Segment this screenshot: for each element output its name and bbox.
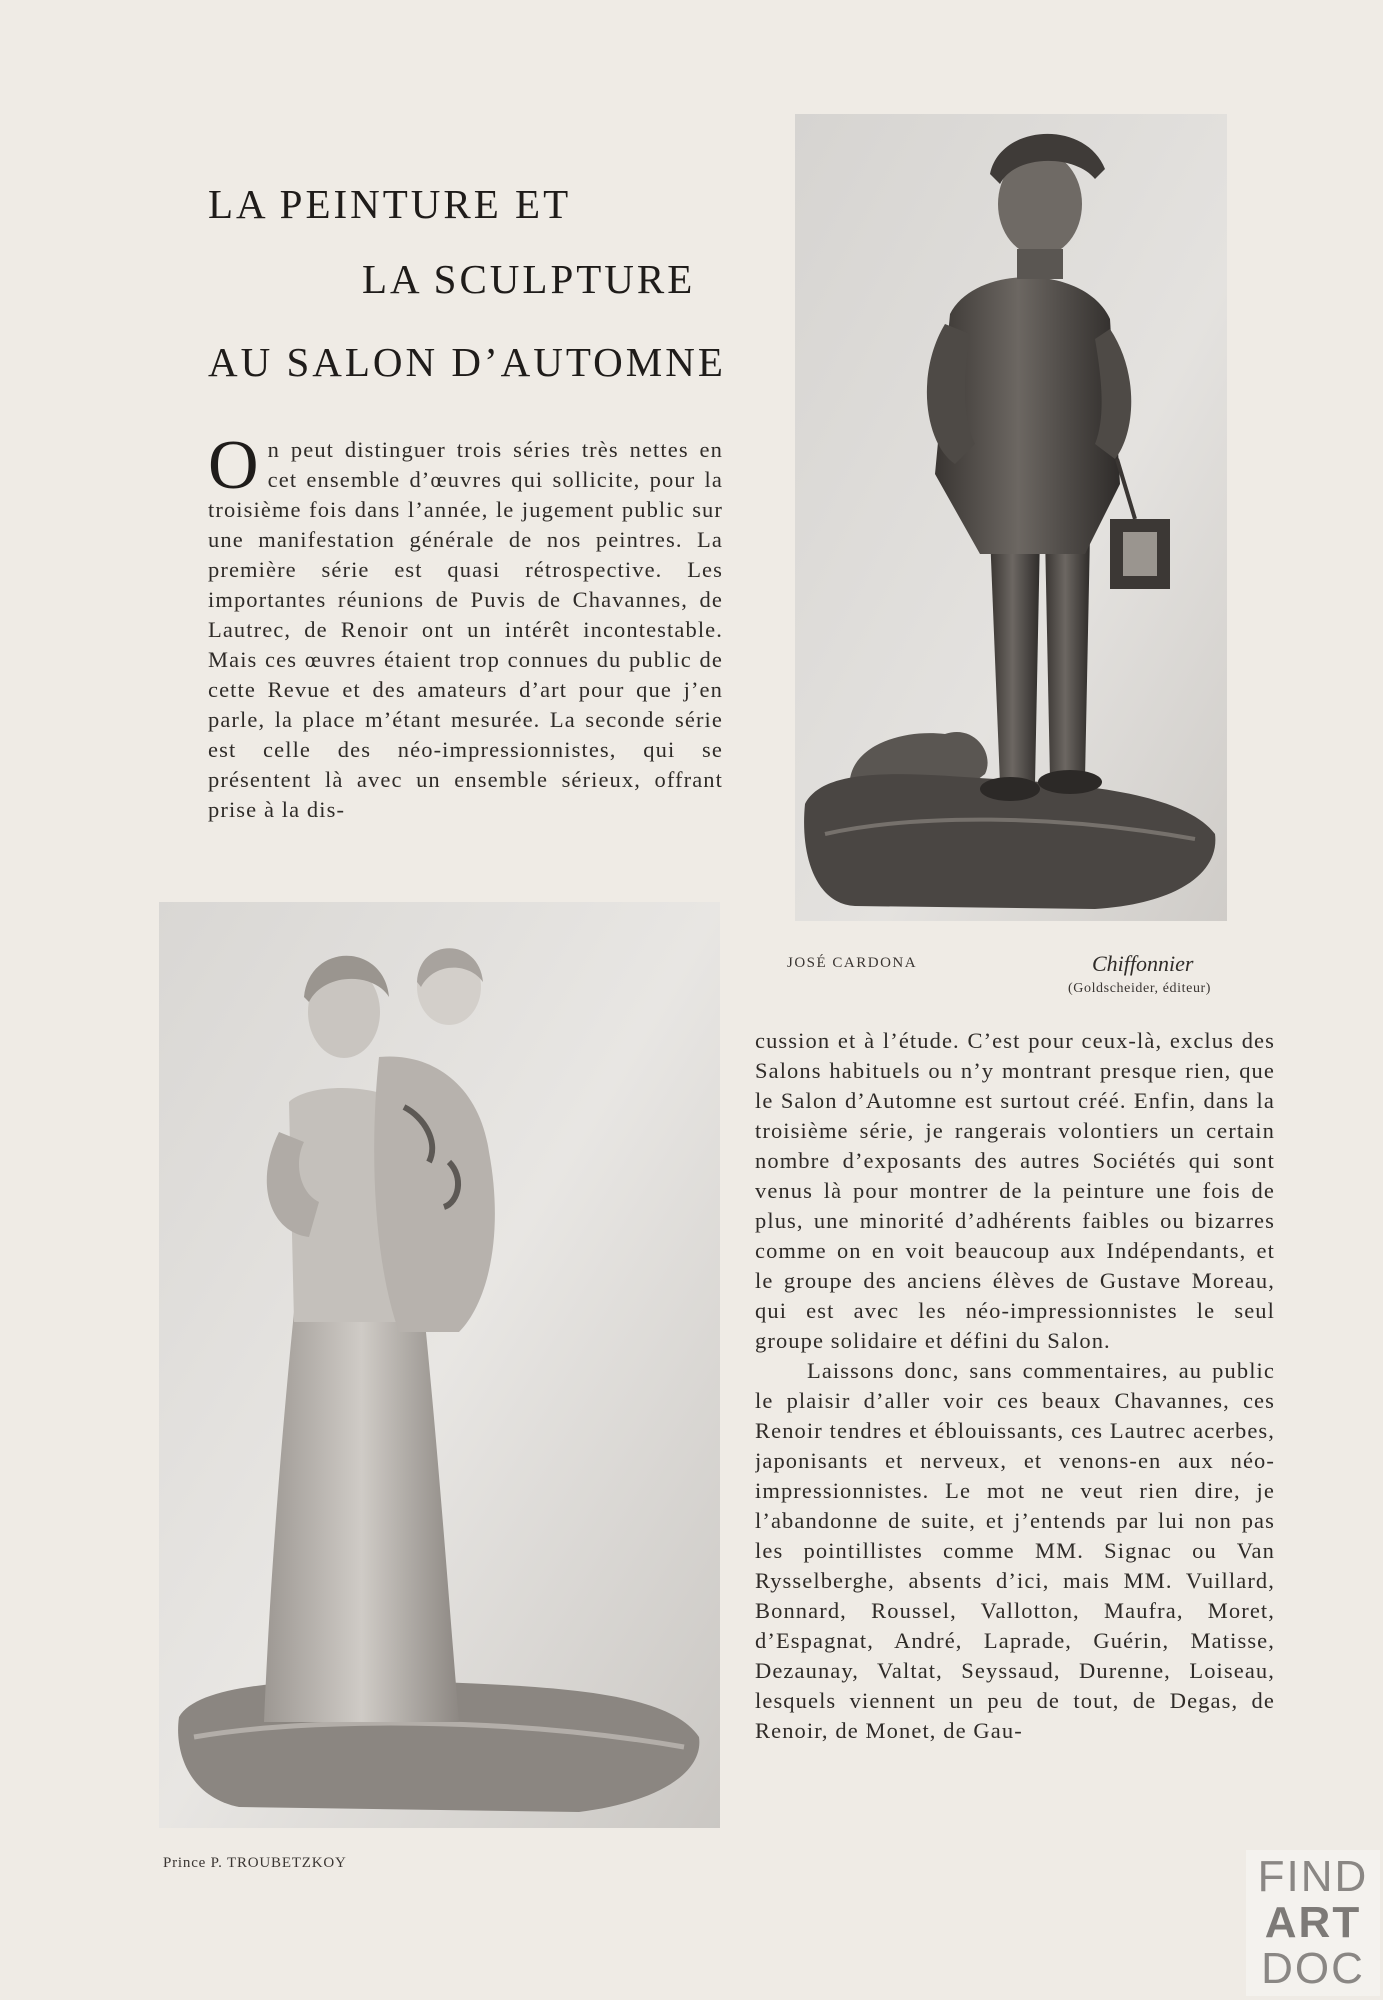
- title-line-3: AU SALON D’AUTOMNE: [208, 339, 726, 385]
- drop-cap: O: [208, 435, 260, 504]
- caption-artist-cardona: JOSÉ CARDONA: [787, 955, 918, 971]
- title-line-2: LA SCULPTURE: [362, 256, 696, 302]
- watermark-line-3: DOC: [1261, 1944, 1365, 1993]
- paragraph-2: Laissons donc, sans commentaires, au public le plaisir d’aller voir ces beaux Chavannes, ces Renoir tendres et éblouissants, ces Lautrec acerbes, japonisants et nerveux, et venons-en aux néo-impressionnistes. Le mot ne veut rien dire, je l’abandonne de suite, et j’entends par lui non pas les pointillistes comme MM. Signac ou Van Rysselberghe, absents d’ici, mais MM. Vuillard, Bonnard, Roussel, Vallotton, Maufra, Moret, d’Espagnat, André, Laprade, Guérin, Matisse, Dezaunay, Valtat, Seyssaud, Durenne, Loiseau, lesquels viennent un peu de tout, de Degas, de Renoir, de Monet, de Gau-: [755, 1358, 1275, 1743]
- caption-artist-troubetzkoy: Prince P. TROUBETZKOY: [163, 1855, 347, 1871]
- plate-chiffonnier: [795, 114, 1227, 921]
- caption-title-chiffonnier: Chiffonnier: [1092, 951, 1194, 976]
- watermark-line-1: FIND: [1257, 1852, 1369, 1901]
- caption-publisher: (Goldscheider, éditeur): [1068, 981, 1212, 996]
- column-right-text: [755, 1026, 1275, 1846]
- title-line-1: LA PEINTURE ET: [208, 181, 572, 227]
- watermark-line-2: ART: [1264, 1898, 1362, 1947]
- paragraph-1-continued: cussion et à l’étude. C’est pour ceux-là, exclus des Salons habituels ou n’y montrant presque rien, que le Salon d’Automne est surtout créé. Enfin, dans la troisième série, je rangerais volontiers un certain nombre d’exposants des autres Sociétés qui sont venus là pour montrer de la peinture une fois de plus, une minorité d’adhérents faibles ou bizarres comme on en voit beaucoup aux Indépendants, et le groupe des anciens élèves de Gustave Moreau, qui est avec les néo-impressionnistes le seul groupe solidaire et défini du Salon.: [755, 1028, 1275, 1353]
- paragraph-1-text: n peut distinguer trois séries très nettes en cet ensemble d’œuvres qui sollicite, pour la troisième fois dans l’année, le jugement public sur une manifestation générale de nos peintres. La première série est quasi rétrospective. Les importantes réunions de Puvis de Chavannes, de Lautrec, de Renoir ont un intérêt incontestable. Mais ces œuvres étaient trop connues du public de cette Revue et des amateurs d’art pour que j’en parle, la place m’étant mesurée. La seconde série est celle des néo-impressionnistes, qui se présentent là avec un ensemble sérieux, offrant prise à la dis-: [208, 437, 723, 822]
- findartdoc-watermark: [1246, 1850, 1380, 1996]
- chiffonnier-sculpture-image: [795, 114, 1227, 921]
- mother-child-sculpture-image: [159, 902, 720, 1828]
- paragraph-1-start: [208, 435, 723, 825]
- plate-mother-child: [159, 902, 720, 1828]
- column-left-text: [208, 435, 723, 855]
